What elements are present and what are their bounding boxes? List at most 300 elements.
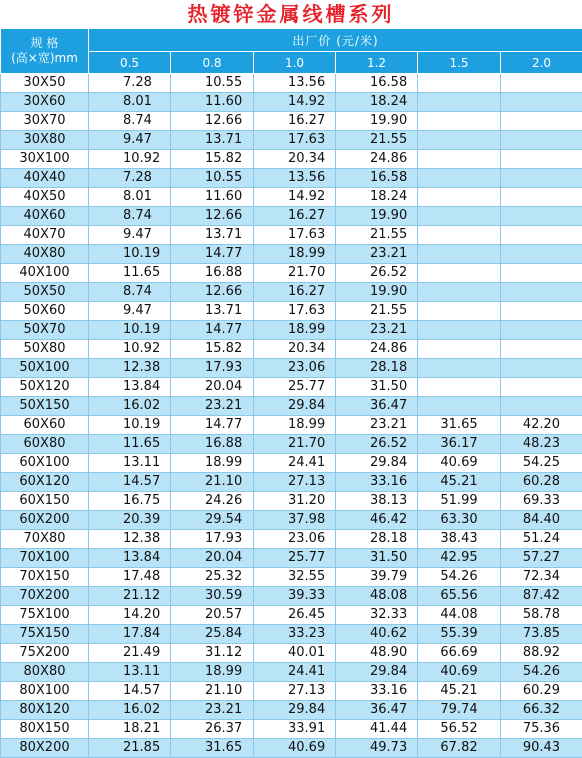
- price-cell: 13.71: [171, 226, 254, 245]
- price-cell: 51.24: [501, 530, 582, 549]
- price-cell: [418, 302, 501, 321]
- thickness-header: 1.0: [254, 52, 336, 74]
- price-cell: 13.56: [254, 74, 336, 93]
- table-row: [1, 340, 582, 359]
- price-cell: 87.42: [501, 587, 582, 606]
- price-cell: 17.63: [254, 302, 336, 321]
- price-cell: 19.90: [336, 112, 418, 131]
- price-cell: 12.66: [171, 112, 254, 131]
- thickness-header: 0.5: [89, 52, 171, 74]
- table-row: [1, 530, 582, 549]
- price-cell: 10.55: [171, 169, 254, 188]
- table-row: [1, 473, 582, 492]
- price-cell: [501, 226, 582, 245]
- price-cell: 14.57: [89, 473, 171, 492]
- price-cell: 11.65: [89, 435, 171, 454]
- price-cell: 36.17: [418, 435, 501, 454]
- table-row: [1, 93, 582, 112]
- price-cell: 58.78: [501, 606, 582, 625]
- price-cell: [501, 245, 582, 264]
- price-cell: 63.30: [418, 511, 501, 530]
- table-row: [1, 720, 582, 739]
- spec-cell: 50X120: [1, 378, 89, 397]
- price-cell: 13.71: [171, 302, 254, 321]
- price-cell: 33.23: [254, 625, 336, 644]
- price-cell: 8.01: [89, 188, 171, 207]
- price-cell: 13.11: [89, 663, 171, 682]
- price-cell: 16.27: [254, 112, 336, 131]
- spec-cell: 30X100: [1, 150, 89, 169]
- price-table: [0, 28, 582, 758]
- price-cell: [501, 283, 582, 302]
- price-cell: 10.19: [89, 245, 171, 264]
- price-cell: 45.21: [418, 473, 501, 492]
- price-cell: 20.39: [89, 511, 171, 530]
- price-cell: 26.52: [336, 435, 418, 454]
- spec-cell: 50X100: [1, 359, 89, 378]
- price-cell: 69.33: [501, 492, 582, 511]
- spec-cell: 30X60: [1, 93, 89, 112]
- table-row: [1, 435, 582, 454]
- price-cell: 40.62: [336, 625, 418, 644]
- spec-cell: 60X150: [1, 492, 89, 511]
- price-cell: 18.99: [171, 663, 254, 682]
- price-cell: 66.69: [418, 644, 501, 663]
- table-row: [1, 150, 582, 169]
- spec-cell: 60X60: [1, 416, 89, 435]
- price-cell: 7.28: [89, 169, 171, 188]
- spec-cell: 80X120: [1, 701, 89, 720]
- spec-cell: 60X120: [1, 473, 89, 492]
- spec-cell: 50X70: [1, 321, 89, 340]
- price-cell: [501, 74, 582, 93]
- price-cell: 14.92: [254, 93, 336, 112]
- price-cell: 33.16: [336, 473, 418, 492]
- price-cell: 31.20: [254, 492, 336, 511]
- price-cell: 9.47: [89, 302, 171, 321]
- price-cell: [418, 226, 501, 245]
- price-cell: [418, 169, 501, 188]
- table-row: [1, 264, 582, 283]
- price-cell: 28.18: [336, 359, 418, 378]
- price-cell: 29.84: [336, 454, 418, 473]
- price-cell: [418, 112, 501, 131]
- price-cell: 38.43: [418, 530, 501, 549]
- price-cell: 65.56: [418, 587, 501, 606]
- price-cell: 14.92: [254, 188, 336, 207]
- price-cell: 14.77: [171, 416, 254, 435]
- spec-cell: 50X60: [1, 302, 89, 321]
- price-cell: 44.08: [418, 606, 501, 625]
- price-cell: 29.54: [171, 511, 254, 530]
- price-cell: 14.20: [89, 606, 171, 625]
- price-cell: [501, 150, 582, 169]
- spec-cell: 30X50: [1, 74, 89, 93]
- price-cell: 57.27: [501, 549, 582, 568]
- price-cell: 18.99: [171, 454, 254, 473]
- price-cell: 18.24: [336, 188, 418, 207]
- price-cell: [418, 264, 501, 283]
- spec-cell: 70X150: [1, 568, 89, 587]
- price-cell: 31.50: [336, 378, 418, 397]
- spec-cell: 40X40: [1, 169, 89, 188]
- price-cell: 18.99: [254, 245, 336, 264]
- price-cell: 48.23: [501, 435, 582, 454]
- price-cell: 12.38: [89, 359, 171, 378]
- price-cell: 60.28: [501, 473, 582, 492]
- price-cell: 39.33: [254, 587, 336, 606]
- price-cell: 17.93: [171, 530, 254, 549]
- price-cell: 31.12: [171, 644, 254, 663]
- price-cell: [418, 321, 501, 340]
- spec-cell: 75X150: [1, 625, 89, 644]
- price-cell: 24.41: [254, 663, 336, 682]
- price-cell: 42.20: [501, 416, 582, 435]
- price-cell: 25.84: [171, 625, 254, 644]
- price-cell: 21.10: [171, 473, 254, 492]
- price-cell: 8.01: [89, 93, 171, 112]
- price-cell: 54.25: [501, 454, 582, 473]
- price-cell: 12.66: [171, 283, 254, 302]
- table-row: [1, 302, 582, 321]
- price-cell: 67.82: [418, 739, 501, 758]
- price-cell: 13.56: [254, 169, 336, 188]
- price-cell: [501, 397, 582, 416]
- spec-cell: 60X200: [1, 511, 89, 530]
- spec-cell: 40X80: [1, 245, 89, 264]
- price-cell: 16.88: [171, 435, 254, 454]
- price-cell: [501, 264, 582, 283]
- price-cell: 13.71: [171, 131, 254, 150]
- price-cell: 24.86: [336, 340, 418, 359]
- price-cell: 88.92: [501, 644, 582, 663]
- thickness-header: 1.5: [418, 52, 501, 74]
- price-cell: [501, 378, 582, 397]
- price-cell: 75.36: [501, 720, 582, 739]
- price-cell: 24.86: [336, 150, 418, 169]
- price-cell: 25.77: [254, 549, 336, 568]
- price-cell: 31.65: [171, 739, 254, 758]
- spec-cell: 70X80: [1, 530, 89, 549]
- price-cell: 48.90: [336, 644, 418, 663]
- spec-cell: 75X200: [1, 644, 89, 663]
- price-cell: [501, 169, 582, 188]
- price-cell: 56.52: [418, 720, 501, 739]
- price-cell: 29.84: [254, 701, 336, 720]
- price-cell: 15.82: [171, 340, 254, 359]
- price-cell: 19.90: [336, 207, 418, 226]
- price-cell: 10.19: [89, 416, 171, 435]
- price-cell: 27.13: [254, 682, 336, 701]
- price-cell: 24.26: [171, 492, 254, 511]
- price-cell: 17.93: [171, 359, 254, 378]
- table-row: [1, 245, 582, 264]
- price-cell: 21.10: [171, 682, 254, 701]
- price-cell: [501, 93, 582, 112]
- price-cell: 30.59: [171, 587, 254, 606]
- price-cell: 21.55: [336, 131, 418, 150]
- price-cell: 16.02: [89, 701, 171, 720]
- spec-cell: 70X100: [1, 549, 89, 568]
- price-cell: 31.65: [418, 416, 501, 435]
- spec-cell: 70X200: [1, 587, 89, 606]
- table-row: [1, 397, 582, 416]
- table-row: [1, 207, 582, 226]
- spec-cell: 50X150: [1, 397, 89, 416]
- price-cell: 72.34: [501, 568, 582, 587]
- price-cell: 48.08: [336, 587, 418, 606]
- price-cell: 18.21: [89, 720, 171, 739]
- table-row: [1, 644, 582, 663]
- price-cell: 12.66: [171, 207, 254, 226]
- price-cell: 17.63: [254, 131, 336, 150]
- table-row: [1, 226, 582, 245]
- price-cell: 23.06: [254, 359, 336, 378]
- price-cell: 14.77: [171, 321, 254, 340]
- spec-cell: 80X150: [1, 720, 89, 739]
- price-cell: 17.48: [89, 568, 171, 587]
- spec-cell: 30X70: [1, 112, 89, 131]
- price-header: 出厂价 (元/米): [89, 29, 582, 52]
- spec-cell: 50X80: [1, 340, 89, 359]
- price-cell: 23.21: [171, 397, 254, 416]
- price-cell: 66.32: [501, 701, 582, 720]
- price-cell: [501, 112, 582, 131]
- price-cell: 32.55: [254, 568, 336, 587]
- price-cell: 13.84: [89, 378, 171, 397]
- price-cell: 18.24: [336, 93, 418, 112]
- price-cell: [501, 207, 582, 226]
- price-cell: 20.34: [254, 150, 336, 169]
- table-row: [1, 606, 582, 625]
- price-cell: 54.26: [501, 663, 582, 682]
- price-cell: 51.99: [418, 492, 501, 511]
- price-cell: 27.13: [254, 473, 336, 492]
- table-row: [1, 511, 582, 530]
- thickness-header: 1.2: [336, 52, 418, 74]
- table-row: [1, 131, 582, 150]
- price-cell: 26.37: [171, 720, 254, 739]
- price-cell: 26.52: [336, 264, 418, 283]
- spec-cell: 40X70: [1, 226, 89, 245]
- spec-cell: 40X100: [1, 264, 89, 283]
- price-cell: 16.02: [89, 397, 171, 416]
- price-cell: 21.55: [336, 302, 418, 321]
- price-cell: 21.49: [89, 644, 171, 663]
- price-cell: 21.12: [89, 587, 171, 606]
- price-cell: 9.47: [89, 226, 171, 245]
- spec-header-line1: 规 格: [1, 36, 88, 51]
- price-cell: 31.50: [336, 549, 418, 568]
- price-cell: 17.84: [89, 625, 171, 644]
- table-row: [1, 663, 582, 682]
- price-cell: 54.26: [418, 568, 501, 587]
- price-cell: [418, 340, 501, 359]
- price-cell: 42.95: [418, 549, 501, 568]
- spec-header-line2: (高×宽)mm: [1, 51, 88, 66]
- price-cell: 45.21: [418, 682, 501, 701]
- spec-cell: 60X100: [1, 454, 89, 473]
- table-row: [1, 454, 582, 473]
- price-cell: 36.47: [336, 701, 418, 720]
- price-cell: 24.41: [254, 454, 336, 473]
- price-cell: 8.74: [89, 112, 171, 131]
- table-row: [1, 682, 582, 701]
- spec-cell: 50X50: [1, 283, 89, 302]
- price-cell: 84.40: [501, 511, 582, 530]
- table-row: [1, 701, 582, 720]
- spec-cell: 80X200: [1, 739, 89, 758]
- price-cell: 60.29: [501, 682, 582, 701]
- price-cell: 20.04: [171, 378, 254, 397]
- table-row: [1, 739, 582, 758]
- price-cell: 40.69: [254, 739, 336, 758]
- table-row: [1, 188, 582, 207]
- price-cell: 73.85: [501, 625, 582, 644]
- price-cell: 16.58: [336, 169, 418, 188]
- price-cell: 49.73: [336, 739, 418, 758]
- price-cell: [418, 397, 501, 416]
- price-cell: 16.27: [254, 283, 336, 302]
- price-cell: 10.92: [89, 340, 171, 359]
- price-cell: [418, 283, 501, 302]
- price-cell: 29.84: [254, 397, 336, 416]
- spec-cell: 60X80: [1, 435, 89, 454]
- price-cell: 20.34: [254, 340, 336, 359]
- price-cell: 19.90: [336, 283, 418, 302]
- price-cell: 15.82: [171, 150, 254, 169]
- price-cell: 55.39: [418, 625, 501, 644]
- price-cell: 21.85: [89, 739, 171, 758]
- price-cell: 36.47: [336, 397, 418, 416]
- price-cell: [418, 131, 501, 150]
- table-row: [1, 416, 582, 435]
- price-cell: 20.57: [171, 606, 254, 625]
- price-cell: 16.27: [254, 207, 336, 226]
- price-cell: 16.58: [336, 74, 418, 93]
- thickness-header: 2.0: [501, 52, 582, 74]
- price-cell: 8.74: [89, 207, 171, 226]
- price-cell: 11.65: [89, 264, 171, 283]
- price-cell: 29.84: [336, 663, 418, 682]
- price-cell: 28.18: [336, 530, 418, 549]
- price-cell: 18.99: [254, 321, 336, 340]
- price-cell: 12.38: [89, 530, 171, 549]
- spec-cell: 80X100: [1, 682, 89, 701]
- thickness-header: 0.8: [171, 52, 254, 74]
- price-cell: 26.45: [254, 606, 336, 625]
- price-cell: [501, 359, 582, 378]
- price-cell: 23.06: [254, 530, 336, 549]
- spec-cell: 40X50: [1, 188, 89, 207]
- table-row: [1, 378, 582, 397]
- price-cell: 18.99: [254, 416, 336, 435]
- price-cell: 40.69: [418, 663, 501, 682]
- table-row: [1, 549, 582, 568]
- price-cell: 37.98: [254, 511, 336, 530]
- price-cell: [418, 245, 501, 264]
- price-cell: 23.21: [336, 245, 418, 264]
- price-cell: 21.70: [254, 264, 336, 283]
- price-cell: 17.63: [254, 226, 336, 245]
- price-cell: 8.74: [89, 283, 171, 302]
- spec-cell: 30X80: [1, 131, 89, 150]
- price-cell: 14.57: [89, 682, 171, 701]
- price-cell: 33.91: [254, 720, 336, 739]
- table-row: [1, 321, 582, 340]
- price-cell: 32.33: [336, 606, 418, 625]
- price-cell: 10.19: [89, 321, 171, 340]
- price-cell: 10.55: [171, 74, 254, 93]
- price-cell: [501, 131, 582, 150]
- price-cell: 46.42: [336, 511, 418, 530]
- price-cell: [418, 378, 501, 397]
- spec-header: [1, 29, 89, 74]
- price-cell: [501, 340, 582, 359]
- price-cell: 40.69: [418, 454, 501, 473]
- price-cell: 10.92: [89, 150, 171, 169]
- price-cell: [418, 150, 501, 169]
- price-cell: 25.32: [171, 568, 254, 587]
- price-cell: 39.79: [336, 568, 418, 587]
- table-row: [1, 359, 582, 378]
- table-row: [1, 492, 582, 511]
- price-cell: 21.55: [336, 226, 418, 245]
- table-row: [1, 568, 582, 587]
- price-cell: 13.11: [89, 454, 171, 473]
- price-cell: 23.21: [171, 701, 254, 720]
- table-row: [1, 283, 582, 302]
- price-cell: 13.84: [89, 549, 171, 568]
- price-cell: 90.43: [501, 739, 582, 758]
- price-table-body: [1, 74, 582, 758]
- price-cell: [418, 359, 501, 378]
- table-row: [1, 625, 582, 644]
- price-cell: 7.28: [89, 74, 171, 93]
- price-cell: [501, 321, 582, 340]
- price-cell: 11.60: [171, 188, 254, 207]
- price-cell: 21.70: [254, 435, 336, 454]
- price-cell: 79.74: [418, 701, 501, 720]
- price-cell: 9.47: [89, 131, 171, 150]
- price-cell: [418, 207, 501, 226]
- table-row: [1, 169, 582, 188]
- price-cell: 23.21: [336, 416, 418, 435]
- table-row: [1, 74, 582, 93]
- price-cell: 25.77: [254, 378, 336, 397]
- price-table-header: [1, 29, 582, 74]
- table-row: [1, 112, 582, 131]
- price-cell: 33.16: [336, 682, 418, 701]
- price-cell: 23.21: [336, 321, 418, 340]
- table-row: [1, 587, 582, 606]
- price-cell: 41.44: [336, 720, 418, 739]
- price-cell: 20.04: [171, 549, 254, 568]
- price-cell: 38.13: [336, 492, 418, 511]
- price-cell: [501, 188, 582, 207]
- price-cell: 16.75: [89, 492, 171, 511]
- price-cell: 14.77: [171, 245, 254, 264]
- price-cell: 11.60: [171, 93, 254, 112]
- price-cell: [418, 188, 501, 207]
- price-cell: [418, 74, 501, 93]
- price-cell: 40.01: [254, 644, 336, 663]
- spec-cell: 40X60: [1, 207, 89, 226]
- price-cell: [418, 93, 501, 112]
- spec-cell: 80X80: [1, 663, 89, 682]
- price-cell: 16.88: [171, 264, 254, 283]
- spec-cell: 75X100: [1, 606, 89, 625]
